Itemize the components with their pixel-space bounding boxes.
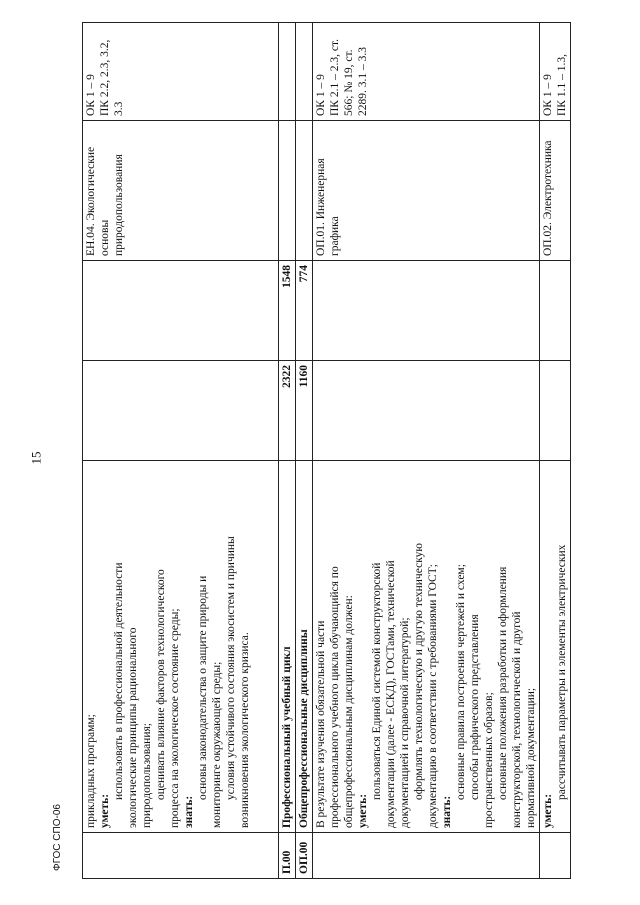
section-title: Общепрофессиональные дисциплины xyxy=(296,461,313,833)
text-line: знать: xyxy=(441,795,453,828)
table-row xyxy=(313,23,540,879)
text-line: природопользования; xyxy=(141,723,153,828)
discipline-cell: ОП.01. Инженерная графика xyxy=(313,121,540,261)
discipline-cell: ЕН.04. Экологические основы природопользования xyxy=(83,121,279,261)
max-load-cell: 1160 xyxy=(296,361,313,461)
curriculum-table xyxy=(82,22,571,879)
max-load-cell xyxy=(313,361,540,461)
code-cell xyxy=(540,833,571,879)
text-line: документацию в соответствии с требованиями ГОСТ; xyxy=(427,564,439,828)
text-line: мониторинге окружающей среды; xyxy=(211,661,223,828)
text-line: знать: xyxy=(183,795,195,828)
text-line: процесса на экологическое состояние среды; xyxy=(169,608,181,828)
discipline-cell xyxy=(296,121,313,261)
text-line: В результате изучения обязательной части xyxy=(315,620,327,828)
text-line: условия устойчивого состояния экосистем и причины xyxy=(225,536,237,800)
required-load-cell xyxy=(83,261,279,361)
text-line: пользоваться Единой системой конструкторской xyxy=(371,562,383,800)
competencies-cell xyxy=(296,23,313,121)
text-line: профессионального учебного цикла обучающийся по xyxy=(329,566,341,828)
discipline-cell xyxy=(279,121,296,261)
text-line: основные положения разработки и оформления xyxy=(497,566,509,800)
code-cell xyxy=(83,833,279,879)
text-line: уметь: xyxy=(99,793,111,828)
required-load-cell xyxy=(313,261,540,361)
required-load-cell xyxy=(540,261,571,361)
max-load-cell: 2322 xyxy=(279,361,296,461)
text-line: документации (далее - ЕСКД), ГОСТами, технической xyxy=(385,560,397,828)
text-line: оценивать влияние факторов технологического xyxy=(155,569,167,800)
text-line: общепрофессиональным дисциплинам должен: xyxy=(343,595,355,828)
text-line: возникновения экологического кризиса. xyxy=(239,632,251,828)
max-load-cell xyxy=(83,361,279,461)
table-row xyxy=(83,23,279,879)
text-line: прикладных программ; xyxy=(85,714,97,828)
description-cell xyxy=(83,461,279,833)
description-cell xyxy=(540,461,571,833)
competencies-cell: ОК 1 – 9 ПК 1.1 – 1.3, xyxy=(540,23,571,121)
rotated-table-wrapper xyxy=(82,23,568,879)
table-row xyxy=(296,23,313,879)
text-line: основы законодательства о защите природы и xyxy=(197,575,209,800)
required-load-cell: 774 xyxy=(296,261,313,361)
text-line: способы графического представления xyxy=(469,614,481,800)
footer-mark: ФГОС СПО-06 xyxy=(51,804,63,871)
text-line: основные правила построения чертежей и схем; xyxy=(455,564,467,800)
table-row xyxy=(540,23,571,879)
code-cell: П.00 xyxy=(279,833,296,879)
competencies-cell: ОК 1 – 9 ПК 2.2, 2.3, 3.2, 3.3 xyxy=(83,23,279,121)
competencies-cell: ОК 1 – 9 ПК 2.1 – 2.3, ст. 566; № 19, ст. 2289. 3.1 – 3.3 xyxy=(313,23,540,121)
text-line: документацией и справочной литературой; xyxy=(399,617,411,828)
code-cell xyxy=(313,833,540,879)
discipline-cell: ОП.02. Электротехника xyxy=(540,121,571,261)
code-cell: ОП.00 xyxy=(296,833,313,879)
text-line: экологические принципы рационального xyxy=(127,627,139,828)
max-load-cell xyxy=(540,361,571,461)
text-line: использовать в профессиональной деятельности xyxy=(113,562,125,800)
section-title: Профессиональный учебный цикл xyxy=(279,461,296,833)
text-line: оформлять технологическую и другую техническую xyxy=(413,543,425,800)
text-line: пространственных образов; xyxy=(483,692,495,828)
text-line: нормативной документации; xyxy=(525,687,537,828)
competencies-cell xyxy=(279,23,296,121)
text-line: уметь: xyxy=(542,793,554,828)
page-number: 15 xyxy=(28,451,44,465)
text-line: рассчитывать параметры и элементы электрических xyxy=(556,544,568,800)
text-line: уметь: xyxy=(357,793,369,828)
table-row xyxy=(279,23,296,879)
text-line: конструкторской, технологической и другой xyxy=(511,611,523,828)
required-load-cell: 1548 xyxy=(279,261,296,361)
description-cell xyxy=(313,461,540,833)
